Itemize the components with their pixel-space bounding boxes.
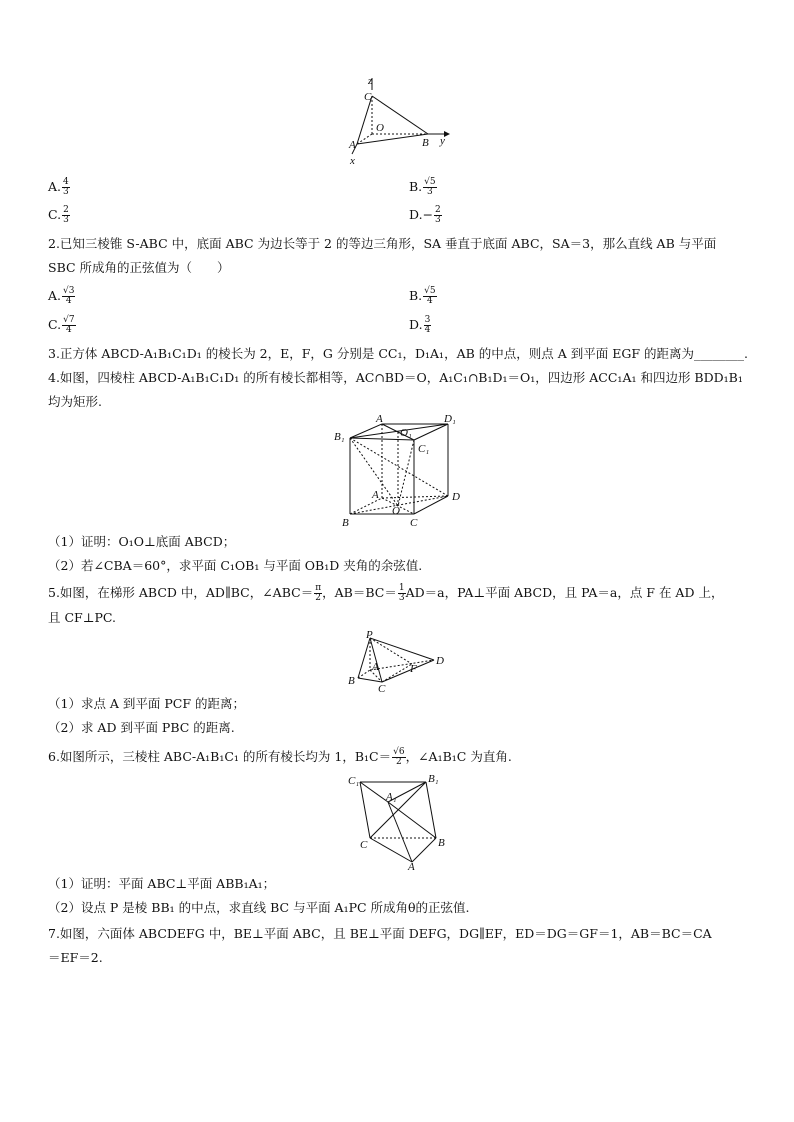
q2-option-b: B. $\frac{√5}{4}$: [409, 286, 436, 306]
fig1-label-x: x: [350, 155, 355, 167]
fraction: $\frac{1}{3}$: [398, 583, 405, 603]
q5-stem-line2: 且 CF⊥PC.: [48, 610, 116, 625]
q4-sub1: （1）证明：O₁O⊥底面 ABCD；: [48, 534, 236, 549]
q2-stem-line1: 2.已知三棱锥 S-ABC 中，底面 ABC 为边长等于 2 的等边三角形，SA 垂直于底面 ABC，SA＝3，那么直线 AB 与平面: [48, 236, 717, 251]
fig2-label-a: A: [372, 489, 379, 501]
q1-option-d: D.− $\frac{2}{3}$: [409, 205, 441, 225]
q7-stem-line2: ＝EF＝2.: [48, 950, 103, 965]
q5-sub1: （1）求点 A 到平面 PCF 的距离；: [48, 696, 246, 711]
fig3-label-f: F: [410, 663, 417, 675]
figure-1-tetrahedron: [340, 76, 460, 168]
q4-sub2: （2）若∠CBA＝60°，求平面 C₁OB₁ 与平面 OB₁D 夹角的余弦值.: [48, 558, 423, 573]
q4-stem-line2: 均为矩形.: [48, 394, 102, 409]
fraction: $\frac{√5}{4}$: [424, 286, 436, 306]
fig1-label-b: B: [422, 137, 429, 149]
q2-option-c: C. $\frac{√7}{4}$: [48, 315, 75, 335]
q1-option-c: C. $\frac{2}{3}$: [48, 205, 69, 225]
figure-2-prism: [328, 412, 468, 530]
q2-option-d: D. $\frac{3}{4}$: [409, 315, 431, 335]
q1-option-b: B. $\frac{√5}{3}$: [409, 177, 436, 197]
fig3-label-a: A: [372, 661, 379, 673]
fig1-label-o: O: [376, 122, 384, 134]
fig2-label-o: O: [392, 505, 400, 517]
fig2-label-c1: C₁: [418, 443, 430, 455]
q5-sub2: （2）求 AD 到平面 PBC 的距离.: [48, 720, 235, 735]
fig2-label-o1: O₁: [400, 427, 412, 439]
fraction: $\frac{2}{3}$: [435, 205, 441, 225]
fig1-label-z: z: [368, 76, 373, 87]
fraction: $\frac{3}{4}$: [424, 315, 431, 335]
fig2-label-b1: B₁: [334, 431, 345, 443]
fig1-label-a: A: [349, 139, 356, 151]
q6-sub1: （1）证明：平面 ABC⊥平面 ABB₁A₁；: [48, 876, 276, 891]
q5-stem-line1: 5.如图，在梯形 ABCD 中，AD∥BC，∠ABC＝ $\frac{\pi}{2}$ ，AB＝BC＝ $\frac{1}{3}$ AD＝a，PA⊥平面 ABCD，且 PA＝a，点 F 在 AD 上，: [48, 583, 724, 603]
fraction: $\frac{√5}{3}$: [424, 177, 436, 197]
fig4-label-a1: A₁: [386, 791, 397, 803]
fig3-label-c: C: [378, 683, 386, 692]
fig1-label-c: C: [364, 91, 372, 103]
fig2-label-d: D: [452, 491, 460, 503]
fig4-label-b: B: [438, 837, 445, 849]
fig3-label-p: P: [366, 630, 373, 641]
q7-stem-line1: 7.如图，六面体 ABCDEFG 中，BE⊥平面 ABC，且 BE⊥平面 DEFG，DG∥EF，ED＝DG＝GF＝1，AB＝BC＝CA: [48, 926, 712, 941]
fig2-label-b: B: [342, 517, 349, 529]
figure-3-pyramid: [344, 630, 450, 692]
q6-sub2: （2）设点 P 是棱 BB₁ 的中点，求直线 BC 与平面 A₁PC 所成角θ的正弦值.: [48, 900, 470, 915]
q2-stem-line2: SBC 所成角的正弦值为（ ）: [48, 260, 230, 275]
fig2-label-a1: A: [376, 413, 383, 425]
q3-stem: 3.正方体 ABCD-A₁B₁C₁D₁ 的棱长为 2，E，F，G 分别是 CC₁，D₁A₁，AB 的中点，则点 A 到平面 EGF 的距离为________.: [48, 346, 748, 361]
fig4-label-a: A: [408, 861, 415, 870]
fig3-label-b: B: [348, 675, 355, 687]
fig2-label-d1: D₁: [444, 413, 456, 425]
fig1-label-y: y: [440, 135, 445, 147]
fig2-label-c: C: [410, 517, 418, 529]
fraction: $\frac{2}{3}$: [63, 205, 69, 225]
fraction: $\frac{√6}{2}$: [393, 747, 405, 767]
fraction: $\frac{√7}{4}$: [63, 315, 75, 335]
q2-option-a: A. $\frac{√3}{4}$: [48, 286, 75, 306]
q4-stem-line1: 4.如图，四棱柱 ABCD-A₁B₁C₁D₁ 的所有棱长都相等，AC∩BD＝O，A₁C₁∩B₁D₁＝O₁，四边形 ACC₁A₁ 和四边形 BDD₁B₁: [48, 370, 743, 385]
fraction: $\frac{√3}{4}$: [63, 286, 75, 306]
figure-4-triangular-prism: [342, 772, 454, 870]
fig3-label-d: D: [436, 655, 444, 667]
fig4-label-c1: C₁: [348, 775, 360, 787]
fig4-label-b1: B₁: [428, 773, 439, 785]
q1-option-a: A. $\frac{4}{3}$: [48, 177, 69, 197]
fraction: $\frac{4}{3}$: [63, 177, 69, 197]
q6-stem-line1: 6.如图所示，三棱柱 ABC-A₁B₁C₁ 的所有棱长均为 1，B₁C＝ $\frac{√6}{2}$ ，∠A₁B₁C 为直角.: [48, 747, 512, 767]
fraction: $\frac{\pi}{2}$: [315, 583, 322, 603]
fig4-label-c: C: [360, 839, 368, 851]
